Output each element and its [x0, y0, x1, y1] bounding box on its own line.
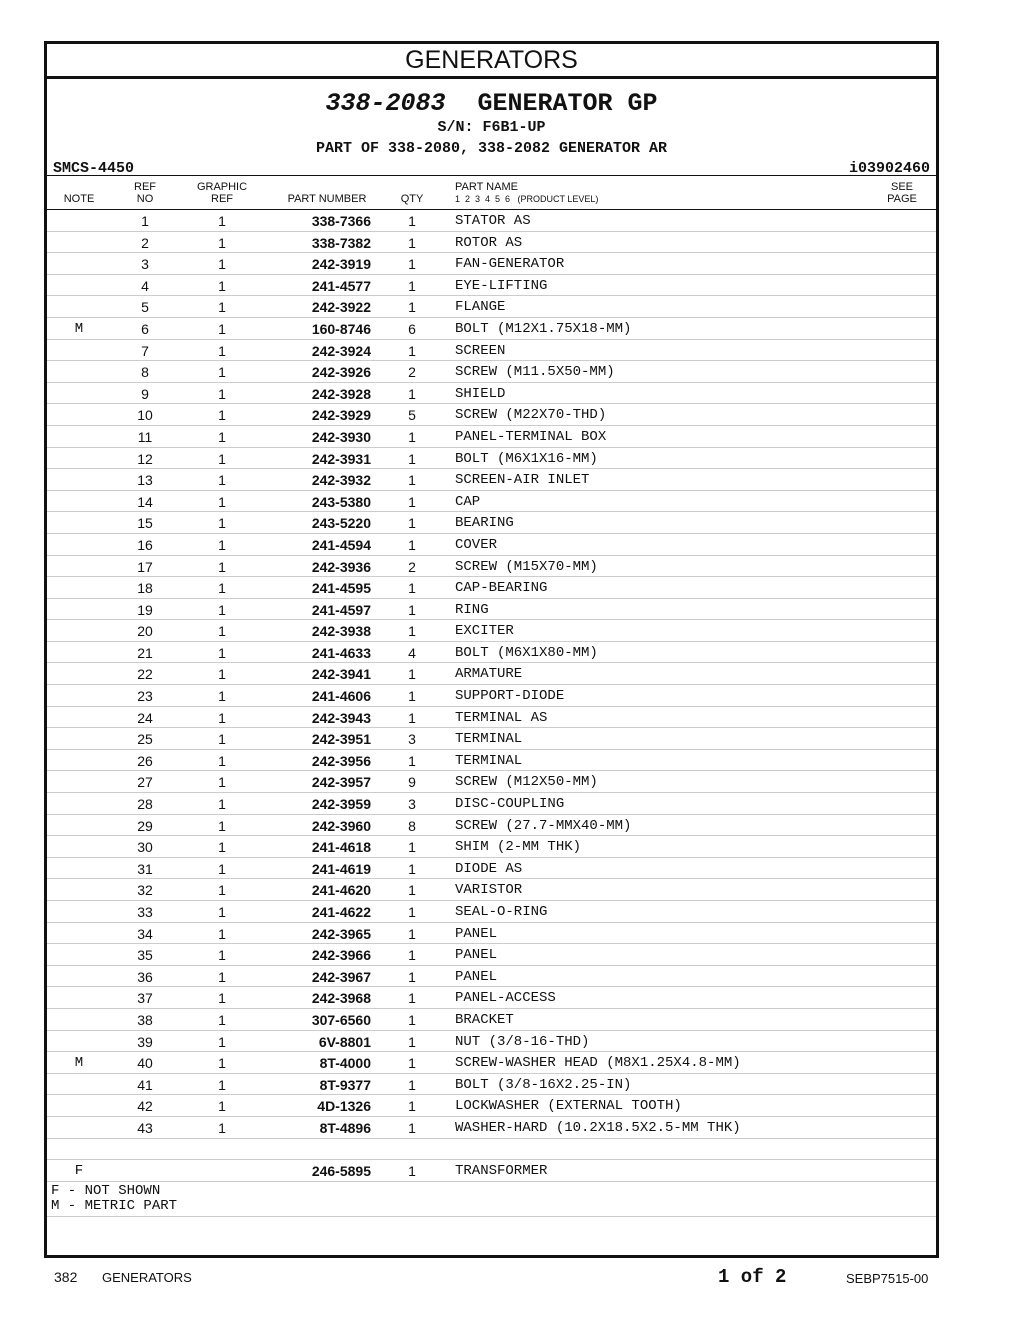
table-row: [47, 642, 936, 664]
row-part-number: 242-3938: [311, 623, 371, 640]
table-row: [47, 987, 936, 1009]
page-of: 1 of 2: [718, 1266, 787, 1288]
row-ref-no: 20: [137, 623, 153, 640]
row-part-number: 8T-9377: [319, 1076, 371, 1093]
row-part-name: SCREW (M11.5X50-MM): [455, 364, 615, 381]
table-row: [47, 1160, 936, 1182]
row-qty: 1: [408, 990, 416, 1007]
row-qty: 1: [408, 1119, 416, 1136]
row-qty: 6: [408, 320, 416, 337]
parts-list: [47, 210, 936, 1182]
col-see-page-bottom: PAGE: [887, 193, 917, 205]
row-graphic-ref: 1: [218, 925, 226, 942]
row-qty: 1: [408, 1011, 416, 1028]
table-row: [47, 858, 936, 880]
row-part-name: PANEL: [455, 925, 498, 942]
table-row: [47, 296, 936, 318]
page-footer: [54, 1266, 934, 1290]
col-ref-no-top: REF: [134, 181, 156, 193]
row-part-name: PANEL-TERMINAL BOX: [455, 428, 607, 445]
row-ref-no: 2: [141, 234, 149, 251]
row-part-name: TERMINAL AS: [455, 709, 548, 726]
group-header: [47, 79, 936, 176]
row-graphic-ref: 1: [218, 428, 226, 445]
table-row: [47, 210, 936, 232]
row-graphic-ref: 1: [218, 904, 226, 920]
row-qty: 1: [408, 472, 416, 489]
row-ref-no: 6: [141, 320, 149, 337]
row-part-name: STATOR AS: [455, 213, 531, 229]
row-ref-no: 10: [137, 407, 153, 424]
row-qty: 1: [408, 623, 416, 640]
row-ref-no: 1: [141, 213, 149, 229]
row-qty: 1: [408, 342, 416, 359]
row-graphic-ref: 1: [218, 990, 226, 1007]
row-part-name: SHIELD: [455, 385, 506, 402]
column-headers: [47, 176, 936, 210]
row-ref-no: 33: [137, 904, 153, 920]
row-part-number: 241-4577: [311, 277, 371, 294]
table-row: [47, 1052, 936, 1074]
row-qty: 1: [408, 1055, 416, 1072]
table-row: [47, 253, 936, 275]
row-graphic-ref: 1: [218, 385, 226, 402]
row-ref-no: 38: [137, 1011, 153, 1028]
row-ref-no: 12: [137, 450, 153, 467]
row-part-number: 242-3931: [311, 450, 371, 467]
row-part-number: 242-3966: [311, 947, 371, 964]
row-ref-no: 13: [137, 472, 153, 489]
row-qty: 1: [408, 493, 416, 510]
row-qty: 1: [408, 839, 416, 856]
row-qty: 1: [408, 968, 416, 985]
row-graphic-ref: 1: [218, 947, 226, 964]
row-ref-no: 43: [137, 1119, 153, 1136]
row-part-name: SCREW (M22X70-THD): [455, 407, 607, 424]
table-row: [47, 275, 936, 297]
row-part-number: 242-3930: [311, 428, 371, 445]
row-qty: 1: [408, 882, 416, 899]
row-note: M: [74, 320, 84, 337]
parts-page-frame: [44, 41, 939, 1258]
row-graphic-ref: 1: [218, 860, 226, 877]
table-row: [47, 1009, 936, 1031]
row-graphic-ref: 1: [218, 796, 226, 813]
table-row: [47, 512, 936, 534]
col-note: NOTE: [63, 193, 95, 205]
table-row: [47, 1095, 936, 1117]
row-part-number: 242-3936: [311, 558, 371, 575]
table-row: [47, 361, 936, 383]
row-part-name: SCREW (M12X50-MM): [455, 774, 598, 791]
row-qty: 1: [408, 299, 416, 316]
table-row: [47, 232, 936, 254]
row-ref-no: 35: [137, 947, 153, 964]
row-graphic-ref: 1: [218, 688, 226, 705]
table-row: [47, 901, 936, 923]
row-graphic-ref: 1: [218, 1033, 226, 1050]
row-part-name: SHIM (2-MM THK): [455, 839, 582, 856]
table-row: [47, 469, 936, 491]
row-part-name: DIODE AS: [455, 860, 523, 877]
row-graphic-ref: 1: [218, 407, 226, 424]
row-qty: 1: [408, 666, 416, 683]
row-part-number: 242-3967: [311, 968, 371, 985]
row-part-number: 242-3928: [311, 385, 371, 402]
row-part-number: 241-4597: [311, 601, 371, 618]
row-ref-no: 26: [137, 752, 153, 769]
row-graphic-ref: 1: [218, 666, 226, 683]
table-row: [47, 879, 936, 901]
row-graphic-ref: 1: [218, 472, 226, 489]
note-metric-part: M - METRIC PART: [51, 1197, 178, 1214]
row-part-number: 242-3959: [311, 796, 371, 813]
row-part-number: 4D-1326: [317, 1098, 371, 1115]
row-part-name: BEARING: [455, 515, 514, 532]
row-ref-no: 28: [137, 796, 153, 813]
row-graphic-ref: 1: [218, 1011, 226, 1028]
row-part-number: 6V-8801: [318, 1033, 371, 1050]
row-ref-no: 40: [137, 1055, 153, 1072]
row-graphic-ref: 1: [218, 1076, 226, 1093]
row-qty: 1: [408, 709, 416, 726]
row-part-name: COVER: [455, 536, 498, 553]
row-part-number: 307-6560: [311, 1011, 371, 1028]
row-part-number: 241-4622: [311, 904, 371, 920]
row-qty: 1: [408, 688, 416, 705]
row-ref-no: 8: [141, 364, 149, 381]
col-graphic-ref-bottom: REF: [211, 193, 233, 205]
row-ref-no: 30: [137, 839, 153, 856]
row-ref-no: 34: [137, 925, 153, 942]
table-row: [47, 404, 936, 426]
row-ref-no: 29: [137, 817, 153, 834]
table-row: [47, 1139, 936, 1161]
row-part-name: TERMINAL: [455, 752, 523, 769]
table-row: [47, 793, 936, 815]
row-ref-no: 9: [141, 385, 149, 402]
row-part-name: DISC-COUPLING: [455, 796, 565, 813]
row-part-number: 338-7382: [311, 234, 371, 251]
row-qty: 1: [408, 1163, 416, 1180]
table-row: [47, 534, 936, 556]
row-graphic-ref: 1: [218, 364, 226, 381]
row-part-number: 242-3932: [311, 472, 371, 489]
col-product-level: 1 2 3 4 5 6 (PRODUCT LEVEL): [455, 194, 599, 204]
table-row: [47, 707, 936, 729]
row-ref-no: 5: [141, 299, 149, 316]
row-part-name: FLANGE: [455, 299, 506, 316]
illustration-id: i03902460: [848, 160, 930, 177]
row-ref-no: 41: [137, 1076, 153, 1093]
table-row: [47, 836, 936, 858]
row-part-name: NUT (3/8-16-THD): [455, 1033, 590, 1050]
row-part-name: BRACKET: [455, 1011, 514, 1028]
row-part-name: BOLT (M6X1X16-MM): [455, 450, 598, 467]
row-part-name: BOLT (M6X1X80-MM): [455, 644, 598, 661]
row-graphic-ref: 1: [218, 968, 226, 985]
table-row: [47, 944, 936, 966]
row-qty: 1: [408, 580, 416, 597]
row-qty: 1: [408, 1033, 416, 1050]
row-graphic-ref: 1: [218, 817, 226, 834]
row-part-number: 241-4633: [311, 644, 371, 661]
row-qty: 1: [408, 450, 416, 467]
row-qty: 1: [408, 601, 416, 618]
row-ref-no: 17: [137, 558, 153, 575]
row-graphic-ref: 1: [218, 1119, 226, 1136]
row-graphic-ref: 1: [218, 213, 226, 229]
row-ref-no: 16: [137, 536, 153, 553]
row-part-number: 242-3960: [311, 817, 371, 834]
row-part-name: SCREW (27.7-MMX40-MM): [455, 817, 632, 834]
row-ref-no: 42: [137, 1098, 153, 1115]
row-part-name: PANEL-ACCESS: [455, 990, 556, 1007]
row-part-name: TRANSFORMER: [455, 1163, 548, 1180]
row-qty: 1: [408, 213, 416, 229]
row-ref-no: 27: [137, 774, 153, 791]
row-part-name: VARISTOR: [455, 882, 523, 899]
row-ref-no: 32: [137, 882, 153, 899]
table-row: [47, 1117, 936, 1139]
table-row: [47, 340, 936, 362]
table-row: [47, 383, 936, 405]
row-part-number: 243-5380: [311, 493, 371, 510]
row-qty: 1: [408, 1076, 416, 1093]
row-part-number: 242-3924: [311, 342, 371, 359]
row-part-number: 242-3919: [311, 256, 371, 273]
row-graphic-ref: 1: [218, 320, 226, 337]
table-row: [47, 491, 936, 513]
row-graphic-ref: 1: [218, 709, 226, 726]
row-part-name: SCREW (M15X70-MM): [455, 558, 598, 575]
row-qty: 1: [408, 277, 416, 294]
row-part-number: 243-5220: [311, 515, 371, 532]
row-part-name: BOLT (3/8-16X2.25-IN): [455, 1076, 632, 1093]
row-qty: 1: [408, 904, 416, 920]
group-part-number: 338-2083: [325, 89, 446, 118]
smcs-code: SMCS-4450: [53, 160, 135, 177]
row-graphic-ref: 1: [218, 450, 226, 467]
row-qty: 1: [408, 925, 416, 942]
row-qty: 5: [408, 407, 416, 424]
row-ref-no: 3: [141, 256, 149, 273]
row-ref-no: 21: [137, 644, 153, 661]
row-graphic-ref: 1: [218, 256, 226, 273]
row-qty: 1: [408, 860, 416, 877]
row-note: M: [74, 1055, 84, 1072]
row-qty: 4: [408, 644, 416, 661]
table-row: [47, 728, 936, 750]
col-qty: QTY: [400, 193, 424, 205]
row-part-number: 241-4595: [311, 580, 371, 597]
row-ref-no: 14: [137, 493, 153, 510]
row-part-name: PANEL: [455, 947, 498, 964]
row-part-number: 242-3941: [311, 666, 371, 683]
row-part-number: 242-3965: [311, 925, 371, 942]
document-id: SEBP7515-00: [846, 1271, 929, 1286]
table-row: [47, 448, 936, 470]
row-ref-no: 37: [137, 990, 153, 1007]
row-part-number: 241-4594: [311, 536, 371, 553]
row-part-number: 246-5895: [311, 1163, 371, 1180]
row-ref-no: 15: [137, 515, 153, 532]
row-graphic-ref: 1: [218, 601, 226, 618]
row-part-name: CAP-BEARING: [455, 580, 548, 597]
row-part-number: 241-4619: [311, 860, 371, 877]
table-row: [47, 685, 936, 707]
row-part-number: 242-3926: [311, 364, 371, 381]
row-part-number: 241-4620: [311, 882, 371, 899]
row-part-name: EXCITER: [455, 623, 514, 640]
row-part-name: TERMINAL: [455, 731, 523, 748]
group-part-name: GENERATOR GP: [477, 89, 658, 118]
row-qty: 1: [408, 947, 416, 964]
row-part-name: SCREEN: [455, 342, 506, 359]
row-graphic-ref: 1: [218, 558, 226, 575]
row-ref-no: 24: [137, 709, 153, 726]
row-part-number: 8T-4000: [319, 1055, 371, 1072]
row-qty: 1: [408, 256, 416, 273]
footer-section: GENERATORS: [102, 1270, 192, 1285]
row-ref-no: 31: [137, 860, 153, 877]
row-part-name: EYE-LIFTING: [455, 277, 548, 294]
table-row: [47, 1074, 936, 1096]
row-part-number: 241-4618: [311, 839, 371, 856]
row-part-name: SUPPORT-DIODE: [455, 688, 565, 705]
row-qty: 8: [408, 817, 416, 834]
row-part-name: FAN-GENERATOR: [455, 256, 565, 273]
notes-legend: [47, 1182, 936, 1217]
table-row: [47, 620, 936, 642]
row-qty: 3: [408, 731, 416, 748]
row-graphic-ref: 1: [218, 623, 226, 640]
row-note: F: [74, 1163, 84, 1180]
row-part-name: LOCKWASHER (EXTERNAL TOOTH): [455, 1098, 682, 1115]
row-ref-no: 39: [137, 1033, 153, 1050]
table-row: [47, 923, 936, 945]
row-ref-no: 36: [137, 968, 153, 985]
table-row: [47, 318, 936, 340]
row-graphic-ref: 1: [218, 493, 226, 510]
row-part-name: SCREW-WASHER HEAD (M8X1.25X4.8-MM): [455, 1055, 741, 1072]
row-ref-no: 25: [137, 731, 153, 748]
table-row: [47, 577, 936, 599]
row-ref-no: 19: [137, 601, 153, 618]
page-number: 382: [54, 1269, 78, 1285]
row-part-name: BOLT (M12X1.75X18-MM): [455, 320, 632, 337]
table-row: [47, 599, 936, 621]
row-qty: 9: [408, 774, 416, 791]
part-of-line: PART OF 338-2080, 338-2082 GENERATOR AR: [315, 140, 668, 157]
row-graphic-ref: 1: [218, 580, 226, 597]
row-part-number: 242-3922: [311, 299, 371, 316]
section-title: GENERATORS: [47, 44, 936, 79]
row-graphic-ref: 1: [218, 1055, 226, 1072]
row-graphic-ref: 1: [218, 515, 226, 532]
row-part-number: 242-3929: [311, 407, 371, 424]
row-part-number: 242-3968: [311, 990, 371, 1007]
row-part-name: CAP: [455, 493, 481, 510]
row-graphic-ref: 1: [218, 234, 226, 251]
row-graphic-ref: 1: [218, 277, 226, 294]
col-part-name: PART NAME: [455, 181, 518, 193]
col-part-number: PART NUMBER: [287, 193, 367, 205]
row-qty: 1: [408, 234, 416, 251]
col-graphic-ref-top: GRAPHIC: [196, 181, 248, 193]
row-graphic-ref: 1: [218, 644, 226, 661]
row-ref-no: 18: [137, 580, 153, 597]
row-part-name: RING: [455, 601, 489, 618]
row-graphic-ref: 1: [218, 342, 226, 359]
col-ref-no-bottom: NO: [136, 193, 154, 205]
row-qty: 1: [408, 752, 416, 769]
row-part-number: 160-8746: [311, 320, 371, 337]
row-graphic-ref: 1: [218, 536, 226, 553]
row-part-number: 338-7366: [311, 213, 371, 229]
row-qty: 1: [408, 536, 416, 553]
row-part-number: 242-3956: [311, 752, 371, 769]
row-part-number: 241-4606: [311, 688, 371, 705]
row-part-number: 8T-4896: [319, 1119, 371, 1136]
table-row: [47, 966, 936, 988]
row-part-name: SEAL-O-RING: [455, 904, 548, 920]
row-graphic-ref: 1: [218, 731, 226, 748]
row-graphic-ref: 1: [218, 882, 226, 899]
row-qty: 1: [408, 515, 416, 532]
row-graphic-ref: 1: [218, 1098, 226, 1115]
row-ref-no: 22: [137, 666, 153, 683]
row-graphic-ref: 1: [218, 299, 226, 316]
row-graphic-ref: 1: [218, 839, 226, 856]
serial-number: S/N: F6B1-UP: [437, 119, 546, 136]
col-see-page-top: SEE: [890, 181, 913, 193]
row-qty: 1: [408, 1098, 416, 1115]
row-part-number: 242-3943: [311, 709, 371, 726]
row-part-number: 242-3951: [311, 731, 371, 748]
row-ref-no: 23: [137, 688, 153, 705]
table-row: [47, 556, 936, 578]
table-row: [47, 815, 936, 837]
row-qty: 2: [408, 558, 416, 575]
row-ref-no: 11: [137, 428, 153, 445]
group-title: [47, 89, 936, 118]
row-qty: 2: [408, 364, 416, 381]
table-row: [47, 1031, 936, 1053]
row-part-name: ROTOR AS: [455, 234, 523, 251]
row-ref-no: 7: [141, 342, 149, 359]
row-part-number: 242-3957: [311, 774, 371, 791]
row-qty: 1: [408, 428, 416, 445]
row-graphic-ref: 1: [218, 752, 226, 769]
table-row: [47, 771, 936, 793]
row-qty: 1: [408, 385, 416, 402]
row-part-name: WASHER-HARD (10.2X18.5X2.5-MM THK): [455, 1119, 741, 1136]
row-ref-no: 4: [141, 277, 149, 294]
row-qty: 3: [408, 796, 416, 813]
row-part-name: ARMATURE: [455, 666, 523, 683]
row-part-name: SCREEN-AIR INLET: [455, 472, 590, 489]
row-graphic-ref: 1: [218, 774, 226, 791]
table-row: [47, 663, 936, 685]
note-not-shown: F - NOT SHOWN: [51, 1182, 161, 1199]
row-part-name: PANEL: [455, 968, 498, 985]
table-row: [47, 750, 936, 772]
table-row: [47, 426, 936, 448]
